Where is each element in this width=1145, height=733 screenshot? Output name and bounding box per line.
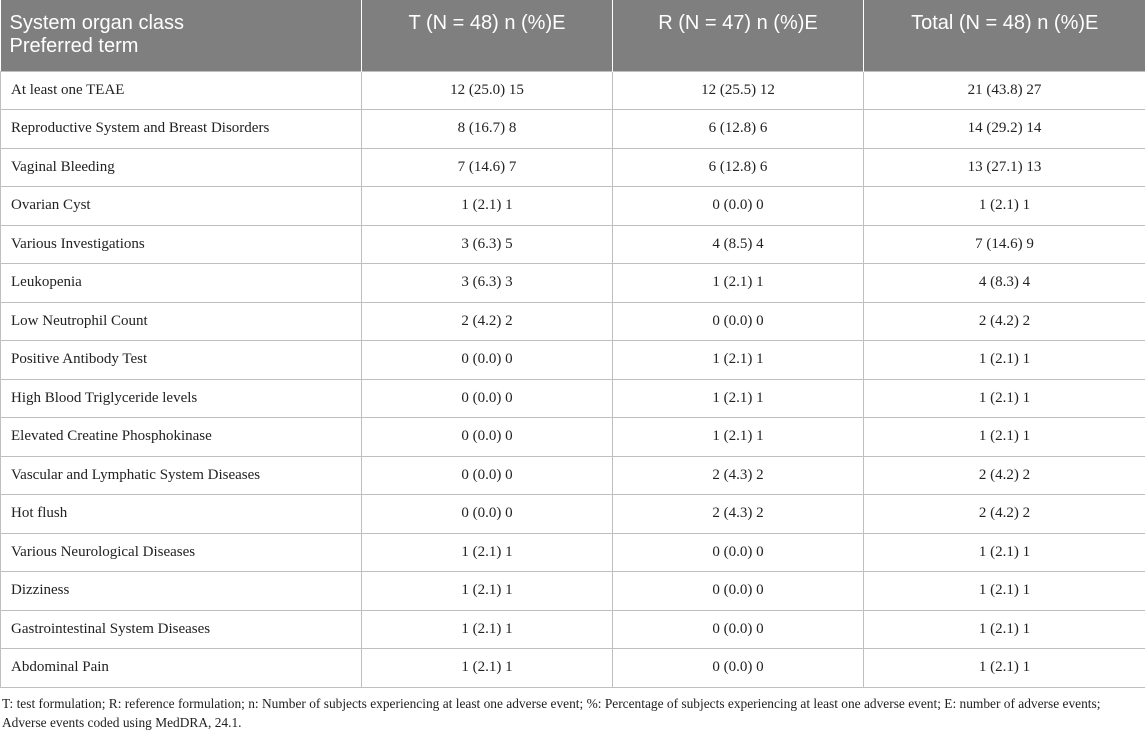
header-col0-line2: Preferred term <box>9 35 139 57</box>
header-row <box>1 0 1145 71</box>
header-system-organ-class <box>1 0 362 71</box>
cell-term: Reproductive System and Breast Disorders <box>1 110 362 149</box>
cell-r: 0 (0.0) 0 <box>613 187 864 226</box>
cell-total: 1 (2.1) 1 <box>864 649 1145 688</box>
cell-term: Abdominal Pain <box>1 649 362 688</box>
cell-r: 0 (0.0) 0 <box>613 533 864 572</box>
header-col0-line1: System organ class <box>9 12 185 34</box>
cell-total: 1 (2.1) 1 <box>864 572 1145 611</box>
cell-term: Elevated Creatine Phosphokinase <box>1 418 362 457</box>
cell-t: 0 (0.0) 0 <box>362 418 613 457</box>
cell-total: 1 (2.1) 1 <box>864 418 1145 457</box>
cell-r: 0 (0.0) 0 <box>613 610 864 649</box>
cell-total: 1 (2.1) 1 <box>864 533 1145 572</box>
table-header <box>1 0 1145 71</box>
cell-total: 14 (29.2) 14 <box>864 110 1145 149</box>
cell-r: 2 (4.3) 2 <box>613 456 864 495</box>
cell-r: 6 (12.8) 6 <box>613 110 864 149</box>
cell-r: 12 (25.5) 12 <box>613 71 864 110</box>
table-row <box>1 264 1145 303</box>
cell-term: Low Neutrophil Count <box>1 302 362 341</box>
cell-total: 1 (2.1) 1 <box>864 187 1145 226</box>
cell-t: 7 (14.6) 7 <box>362 148 613 187</box>
header-total: Total (N = 48) n (%)E <box>864 0 1145 71</box>
table-row <box>1 610 1145 649</box>
table-row <box>1 225 1145 264</box>
cell-total: 1 (2.1) 1 <box>864 379 1145 418</box>
header-t: T (N = 48) n (%)E <box>362 0 613 71</box>
cell-term: At least one TEAE <box>1 71 362 110</box>
cell-term: Ovarian Cyst <box>1 187 362 226</box>
cell-r: 0 (0.0) 0 <box>613 572 864 611</box>
cell-t: 0 (0.0) 0 <box>362 456 613 495</box>
cell-total: 2 (4.2) 2 <box>864 495 1145 534</box>
cell-t: 3 (6.3) 3 <box>362 264 613 303</box>
cell-term: Hot flush <box>1 495 362 534</box>
table-footnote: T: test formulation; R: reference formulation; n: Number of subjects experiencing at least one adverse event; %: Percentage of subjects experiencing at least one adverse event; E: number of adverse events; Adverse events coded using MedDRA, 24.1. <box>2 696 1101 730</box>
cell-total: 21 (43.8) 27 <box>864 71 1145 110</box>
table-row <box>1 71 1145 110</box>
cell-total: 4 (8.3) 4 <box>864 264 1145 303</box>
cell-t: 1 (2.1) 1 <box>362 649 613 688</box>
table-row <box>1 418 1145 457</box>
cell-r: 0 (0.0) 0 <box>613 649 864 688</box>
cell-term: Positive Antibody Test <box>1 341 362 380</box>
cell-t: 1 (2.1) 1 <box>362 610 613 649</box>
cell-term: Vascular and Lymphatic System Diseases <box>1 456 362 495</box>
cell-t: 3 (6.3) 5 <box>362 225 613 264</box>
cell-t: 2 (4.2) 2 <box>362 302 613 341</box>
cell-r: 2 (4.3) 2 <box>613 495 864 534</box>
cell-r: 6 (12.8) 6 <box>613 148 864 187</box>
cell-total: 1 (2.1) 1 <box>864 341 1145 380</box>
cell-r: 1 (2.1) 1 <box>613 418 864 457</box>
cell-t: 12 (25.0) 15 <box>362 71 613 110</box>
cell-total: 7 (14.6) 9 <box>864 225 1145 264</box>
cell-t: 0 (0.0) 0 <box>362 379 613 418</box>
cell-t: 1 (2.1) 1 <box>362 533 613 572</box>
cell-t: 0 (0.0) 0 <box>362 495 613 534</box>
table-row <box>1 495 1145 534</box>
cell-term: Various Neurological Diseases <box>1 533 362 572</box>
table-row <box>1 148 1145 187</box>
table-row <box>1 302 1145 341</box>
cell-t: 8 (16.7) 8 <box>362 110 613 149</box>
cell-t: 1 (2.1) 1 <box>362 187 613 226</box>
cell-t: 0 (0.0) 0 <box>362 341 613 380</box>
cell-term: Vaginal Bleeding <box>1 148 362 187</box>
cell-term: Leukopenia <box>1 264 362 303</box>
cell-r: 4 (8.5) 4 <box>613 225 864 264</box>
table-row <box>1 533 1145 572</box>
table-row <box>1 649 1145 688</box>
table-row <box>1 187 1145 226</box>
cell-r: 1 (2.1) 1 <box>613 341 864 380</box>
header-r: R (N = 47) n (%)E <box>613 0 864 71</box>
table-row <box>1 341 1145 380</box>
cell-term: Gastrointestinal System Diseases <box>1 610 362 649</box>
cell-term: Various Investigations <box>1 225 362 264</box>
table-row <box>1 379 1145 418</box>
cell-t: 1 (2.1) 1 <box>362 572 613 611</box>
cell-term: Dizziness <box>1 572 362 611</box>
cell-total: 13 (27.1) 13 <box>864 148 1145 187</box>
cell-total: 1 (2.1) 1 <box>864 610 1145 649</box>
cell-r: 0 (0.0) 0 <box>613 302 864 341</box>
table-row <box>1 456 1145 495</box>
cell-total: 2 (4.2) 2 <box>864 302 1145 341</box>
table-body <box>1 71 1145 687</box>
cell-total: 2 (4.2) 2 <box>864 456 1145 495</box>
table-row <box>1 110 1145 149</box>
cell-r: 1 (2.1) 1 <box>613 379 864 418</box>
cell-r: 1 (2.1) 1 <box>613 264 864 303</box>
cell-term: High Blood Triglyceride levels <box>1 379 362 418</box>
table-row <box>1 572 1145 611</box>
